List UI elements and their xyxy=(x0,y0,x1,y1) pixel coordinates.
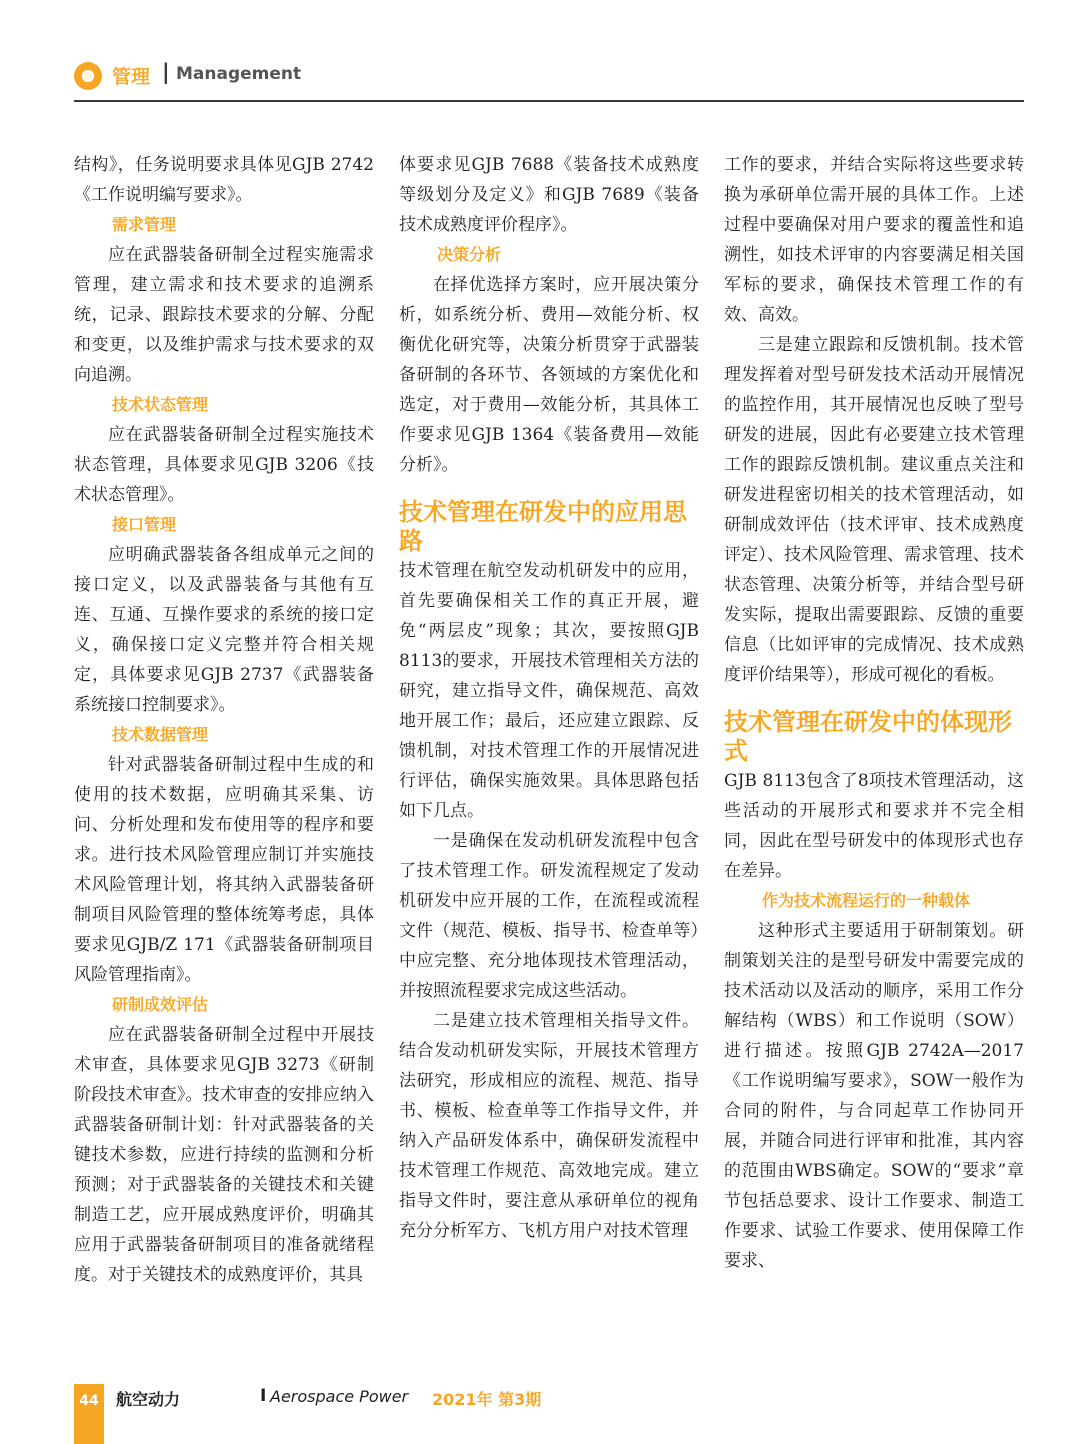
paragraph: 应明确武器装备各组成单元之间的接口定义，以及武器装备与其他有互连、互通、互操作要求的系统的接口定义，确保接口定义完整并符合相关规定，具体要求见GJB 2737《武器装备系统接口控制要求》。 xyxy=(74,545,374,715)
paragraph: 技术管理在航空发动机研发中的应用，首先要确保相关工作的真正开展，避免“两层皮”现象；其次，要按照GJB 8113的要求，开展技术管理相关方法的研究，建立指导文件，确保规范、高效地开展工作；最后，还应建立跟踪、反馈机制，对技术管理工作的开展情况进行评估，确保实施效果。具体思路包括如下几点。 xyxy=(399,561,699,821)
journal-name-en: Aerospace Power xyxy=(270,1387,409,1406)
paragraph: 二是建立技术管理相关指导文件。结合发动机研发实际，开展技术管理方法研究，形成相应的流程、规范、指导书、模板、检查单等工作指导文件，并纳入产品研发体系中，确保研发流程中技术管理工作规范、高效地完成。建立指导文件时，要注意从承研单位的视角充分分析军方、飞机方用户对技术管理 xyxy=(399,1011,699,1241)
section-separator: | xyxy=(162,60,170,84)
paragraph: 三是建立跟踪和反馈机制。技术管理发挥着对型号研发技术活动开展情况的监控作用，其开展情况也反映了型号研发的进展，因此有必要建立技术管理工作的跟踪反馈机制。建议重点关注和研发进程密切相关的技术管理活动，如研制成效评估（技术评审、技术成熟度评定）、技术风险管理、需求管理、技术状态管理、决策分析等，并结合型号研发实际，提取出需要跟踪、反馈的重要信息（比如评审的完成情况、技术成熟度评价结果等），形成可视化的看板。 xyxy=(724,335,1024,685)
paragraph: 结构》，任务说明要求具体见GJB 2742《工作说明编写要求》。 xyxy=(74,155,374,205)
page-number: 44 xyxy=(74,1384,104,1444)
paragraph: GJB 8113包含了8项技术管理活动，这些活动的开展形式和要求并不完全相同，因此在型号研发中的体现形式也存在差异。 xyxy=(724,771,1024,881)
paragraph: 应在武器装备研制全过程实施需求管理，建立需求和技术要求的追溯系统，记录、跟踪技术要求的分解、分配和变更，以及维护需求与技术要求的双向追溯。 xyxy=(74,245,374,385)
paragraph: 针对武器装备研制过程中生成的和使用的技术数据，应明确其采集、访问、分析处理和发布使用等的程序和要求。进行技术风险管理应制订并实施技术风险管理计划，将其纳入武器装备研制项目风险管理的整体统筹考虑，具体要求见GJB/Z 171《武器装备研制项目风险管理指南》。 xyxy=(74,755,374,985)
column-3 xyxy=(724,150,1024,1276)
subheading: 技术数据管理 xyxy=(112,725,209,744)
paragraph: 在择优选择方案时，应开展决策分析，如系统分析、费用—效能分析、权衡优化研究等，决策分析贯穿于武器装备研制的各环节、各领域的方案优化和选定，对于费用—效能分析，其具体工作要求见GJB 1364《装备费用—效能分析》。 xyxy=(399,275,699,475)
column-1 xyxy=(74,150,374,1290)
paragraph: 一是确保在发动机研发流程中包含了技术管理工作。研发流程规定了发动机研发中应开展的工作，在流程或流程文件（规范、模板、指导书、检查单等）中应完整、充分地体现技术管理活动，并按照流程要求完成这些活动。 xyxy=(399,831,699,1001)
paragraph: 应在武器装备研制全过程中开展技术审查，具体要求见GJB 3273《研制阶段技术审查》。技术审查的安排应纳入武器装备研制计划：针对武器装备的关键技术参数，应进行持续的监测和分析预测；对于武器装备的关键技术和关键制造工艺，应开展成熟度评价，明确其应用于武器装备研制项目的准备就绪程度。对于关键技术的成熟度评价，其具 xyxy=(74,1025,374,1285)
paragraph: 这种形式主要适用于研制策划。研制策划关注的是型号研发中需要完成的技术活动以及活动的顺序，采用工作分解结构（WBS）和工作说明（SOW）进行描述。按照GJB 2742A—2017《工作说明编写要求》，SOW一般作为合同的附件，与合同起草工作协同开展，并随合同进行评审和批准，其内容的范围由WBS确定。SOW的“要求”章节包括总要求、设计工作要求、制造工作要求、试验工作要求、使用保障工作要求、 xyxy=(724,921,1024,1271)
journal-name-cn: 航空动力 xyxy=(116,1390,181,1409)
section-title-en: Management xyxy=(176,64,302,84)
journal-separator: I xyxy=(260,1386,267,1406)
subheading: 作为技术流程运行的一种载体 xyxy=(762,891,971,910)
section-heading: 技术管理在研发中的体现形式 xyxy=(724,708,1012,765)
subheading: 接口管理 xyxy=(112,515,177,534)
subheading: 需求管理 xyxy=(112,215,177,234)
subheading: 技术状态管理 xyxy=(112,395,209,414)
page-footer xyxy=(74,1384,1024,1444)
section-heading: 技术管理在研发中的应用思路 xyxy=(399,498,687,555)
subheading: 研制成效评估 xyxy=(112,995,209,1014)
page-header xyxy=(74,60,1024,102)
paragraph: 工作的要求，并结合实际将这些要求转换为承研单位需开展的具体工作。上述过程中要确保对用户要求的覆盖性和追溯性，如技术评审的内容要满足相关国军标的要求，确保技术管理工作的有效、高效。 xyxy=(724,155,1024,325)
section-logo-icon xyxy=(74,62,102,90)
paragraph: 应在武器装备研制全过程实施技术状态管理，具体要求见GJB 3206《技术状态管理》。 xyxy=(74,425,374,505)
column-2 xyxy=(399,150,699,1246)
subheading: 决策分析 xyxy=(437,245,502,264)
section-title-cn: 管理 xyxy=(112,66,151,88)
journal-issue: 2021年 第3期 xyxy=(432,1390,542,1409)
paragraph: 体要求见GJB 7688《装备技术成熟度等级划分及定义》和GJB 7689《装备技术成熟度评价程序》。 xyxy=(399,155,699,235)
